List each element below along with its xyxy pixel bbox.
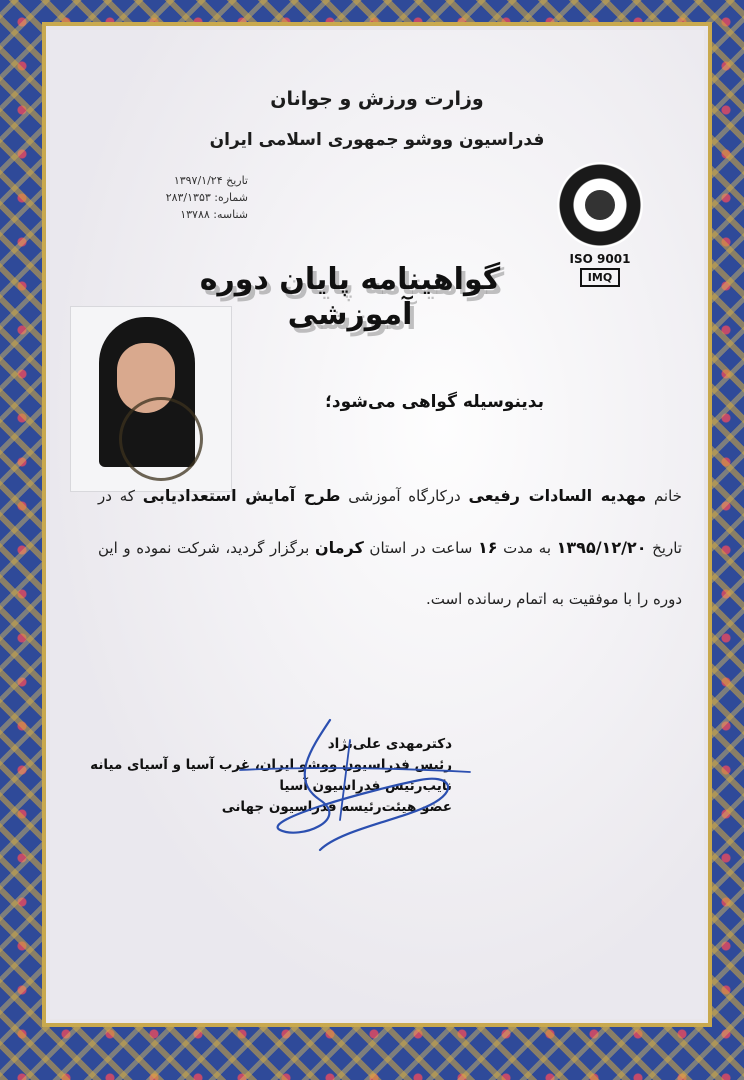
meta-id: شناسه: ۱۳۷۸۸: [180, 208, 248, 221]
body-text-5: ساعت در استان: [369, 539, 473, 557]
body-text-2: درکارگاه آموزشی: [348, 487, 461, 505]
logo-emblem-icon: [585, 190, 615, 220]
handwritten-signature: [200, 710, 480, 860]
body-text-3: که در تاریخ: [98, 487, 682, 557]
course-date: ۱۳۹۵/۱۲/۲۰: [556, 538, 647, 557]
iso-label: ISO 9001: [569, 252, 631, 266]
certificate-body: [98, 470, 682, 625]
body-text-1: خانم: [653, 487, 682, 505]
certify-line: بدینوسیله گواهی می‌شود؛: [325, 392, 544, 412]
body-text-6: برگزار گردید، شرکت نموده و این دوره را با موفقیت به اتمام رسانده است.: [98, 539, 682, 608]
meta-date: تاریخ ۱۳۹۷/۱/۲۴: [173, 174, 248, 187]
imq-badge: IMQ: [580, 268, 620, 287]
holder-photo: [70, 306, 232, 492]
certificate-title: گواهینامه پایان دوره آموزشی: [199, 262, 501, 332]
federation-logo-icon: [557, 162, 643, 248]
body-text-4: به مدت: [503, 539, 551, 557]
federation-title: فدراسیون ووشو جمهوری اسلامی ایران: [209, 130, 545, 150]
signatory-role-3: عضو هیئت‌رئیسه فدراسیون جهانی: [221, 799, 452, 815]
signatory-role-2: نایب‌رئیس فدراسیون آسیا: [279, 778, 452, 794]
document-meta: [108, 172, 248, 223]
recipient-name: مهدیه السادات رفیعی: [468, 486, 647, 505]
course-name: طرح آمایش استعدادیابی: [142, 486, 341, 505]
course-hours: ۱۶: [477, 538, 498, 557]
meta-number: شماره: ۲۸۳/۱۳۵۳: [165, 191, 248, 204]
ministry-title: وزارت ورزش و جوانان: [270, 88, 484, 110]
signatory-role-1: رئیس فدراسیون ووشو ایران، غرب آسیا و آسیای میانه: [90, 757, 452, 773]
province-name: کرمان: [314, 538, 364, 557]
signatory-name: دکترمهدی علی‌نژاد: [327, 736, 452, 752]
photo-stamp-icon: [119, 397, 203, 481]
certificate-paper: [50, 30, 704, 1019]
federation-logo-block: [544, 162, 656, 287]
